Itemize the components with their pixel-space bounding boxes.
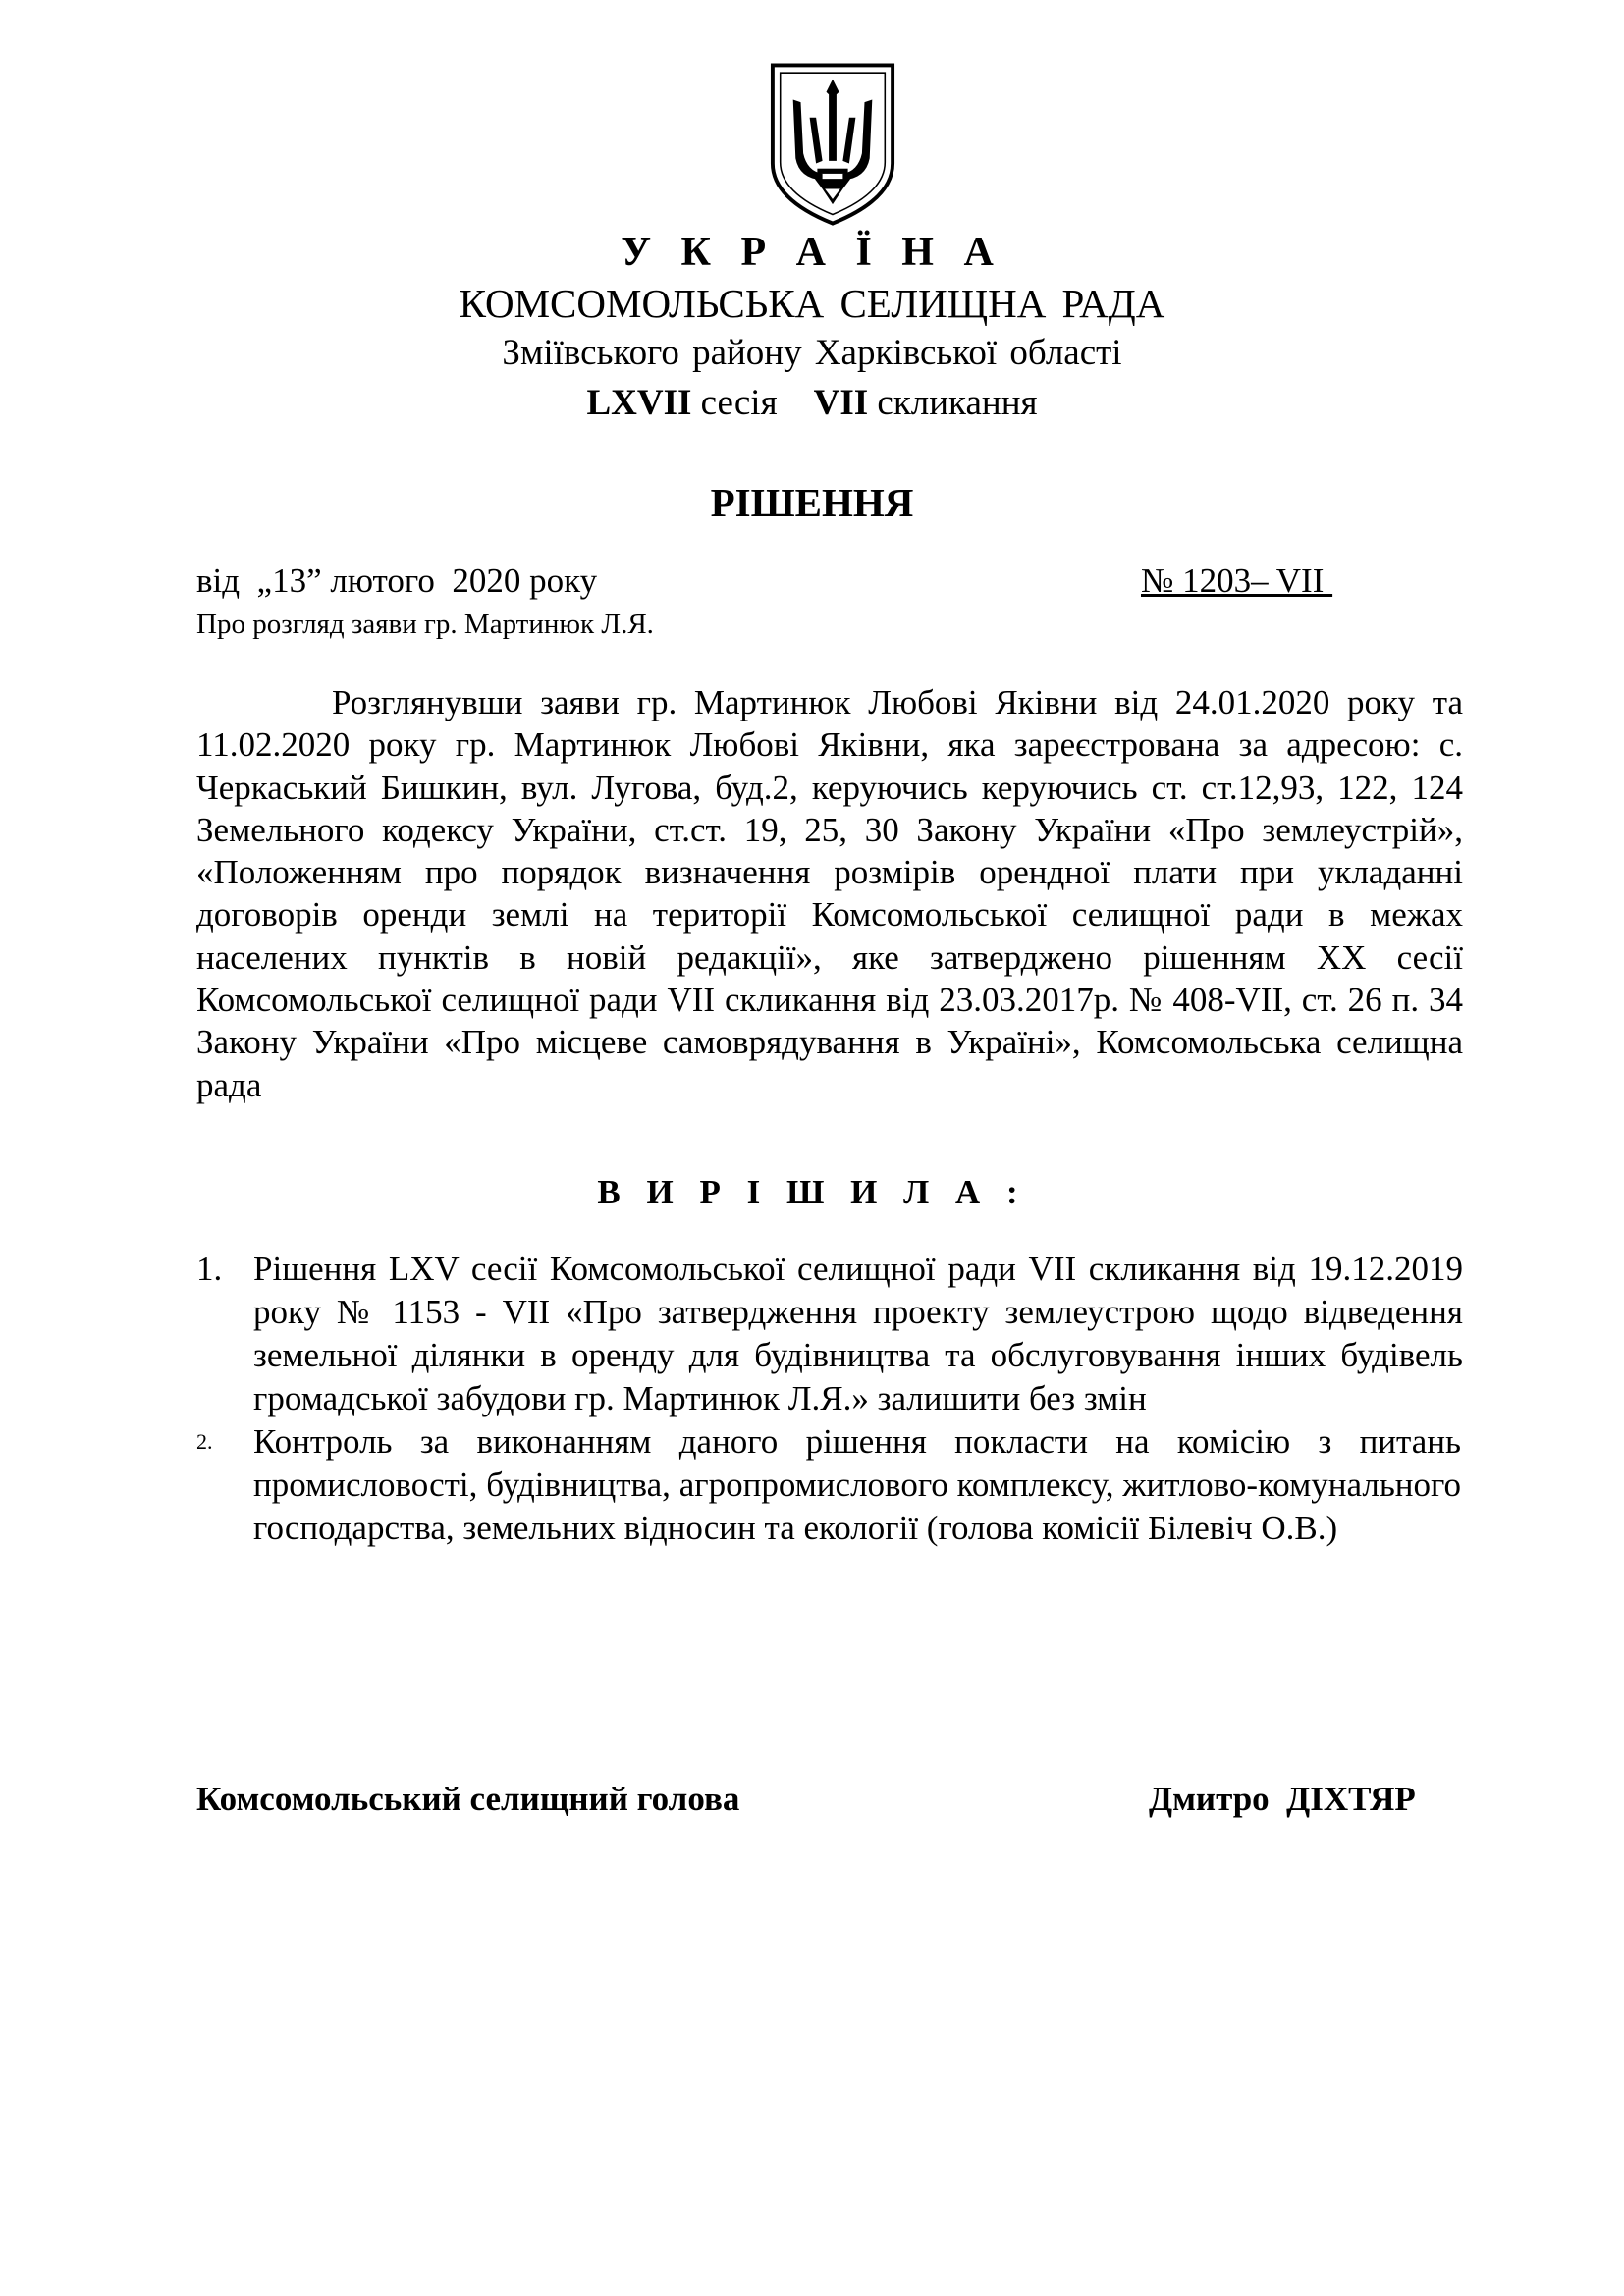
item-text: Контроль за виконанням даного рішення покласти на комісію з питань промисловості, будівництва, агропромислового комплексу, житлово-комунального господарства, земельних відносин та екології (голова комісії Білевіч О.В.): [253, 1422, 1461, 1547]
decision-item-2: [196, 1420, 1461, 1550]
decision-title: РІШЕННЯ: [710, 480, 914, 525]
resolved-heading: В И Р І Ш И Л А :: [597, 1173, 1027, 1211]
signature-title: Комсомольський селищний голова: [196, 1780, 740, 1818]
convocation-number: VII: [813, 383, 869, 423]
item-number: 1.: [196, 1250, 223, 1288]
decision-date: від „13” лютого 2020 року: [196, 561, 598, 600]
session-number: LXVII: [586, 383, 692, 423]
item-text: Рішення LXV сесії Комсомольської селищної ради VII скликання від 19.12.2019 року № 1153 - VII «Про затвердження проекту землеустрою щодо відведення земельної ділянки в оренду для будівництва та обслуговування інших будівель громадської забудови гр. Мартинюк Л.Я.» залишити без змін: [253, 1250, 1463, 1417]
preamble-paragraph: Розглянувши заяви гр. Мартинюк Любові Яківни від 24.01.2020 року та 11.02.2020 року гр. Мартинюк Любові Яківни, яка зареєстрована за адресою: с. Черкаський Бишкин, вул. Лугова, буд.2, керуючись керуючись ст. ст.12,93, 122, 124 Земельного кодексу України, ст.ст. 19, 25, 30 Закону України «Про землеустрій», «Положенням про порядок визначення розмірів орендної плати при укладанні договорів оренди землі на території Комсомольської селищної ради в межах населених пунктів в новій редакції», яке затверджено рішенням XX сесії Комсомольської селищної ради VII скликання від 23.03.2017р. № 408-VII, ст. 26 п. 34 Закону України «Про місцеве самоврядування в Україні», Комсомольська селищна рада: [196, 683, 1463, 1104]
decision-items: [196, 1248, 1463, 1550]
decision-subject: Про розгляд заяви гр. Мартинюк Л.Я.: [196, 609, 654, 640]
signature-name: Дмитро ДІХТЯР: [1149, 1780, 1416, 1818]
decision-item-1: [196, 1248, 1463, 1420]
session-word: сесія: [691, 383, 814, 423]
header-session: [0, 382, 1624, 424]
item-number: 2.: [196, 1429, 213, 1454]
header-country: У К Р А Ї Н А: [621, 230, 1003, 275]
header-district: Зміївського району Харківської області: [502, 333, 1122, 373]
convocation-word: скликання: [868, 383, 1038, 423]
decision-number: № 1203– VII: [1141, 561, 1333, 600]
header-council: КОМСОМОЛЬСЬКА СЕЛИЩНА РАДА: [459, 281, 1165, 326]
tryzub-coat-of-arms-icon: [769, 61, 896, 228]
